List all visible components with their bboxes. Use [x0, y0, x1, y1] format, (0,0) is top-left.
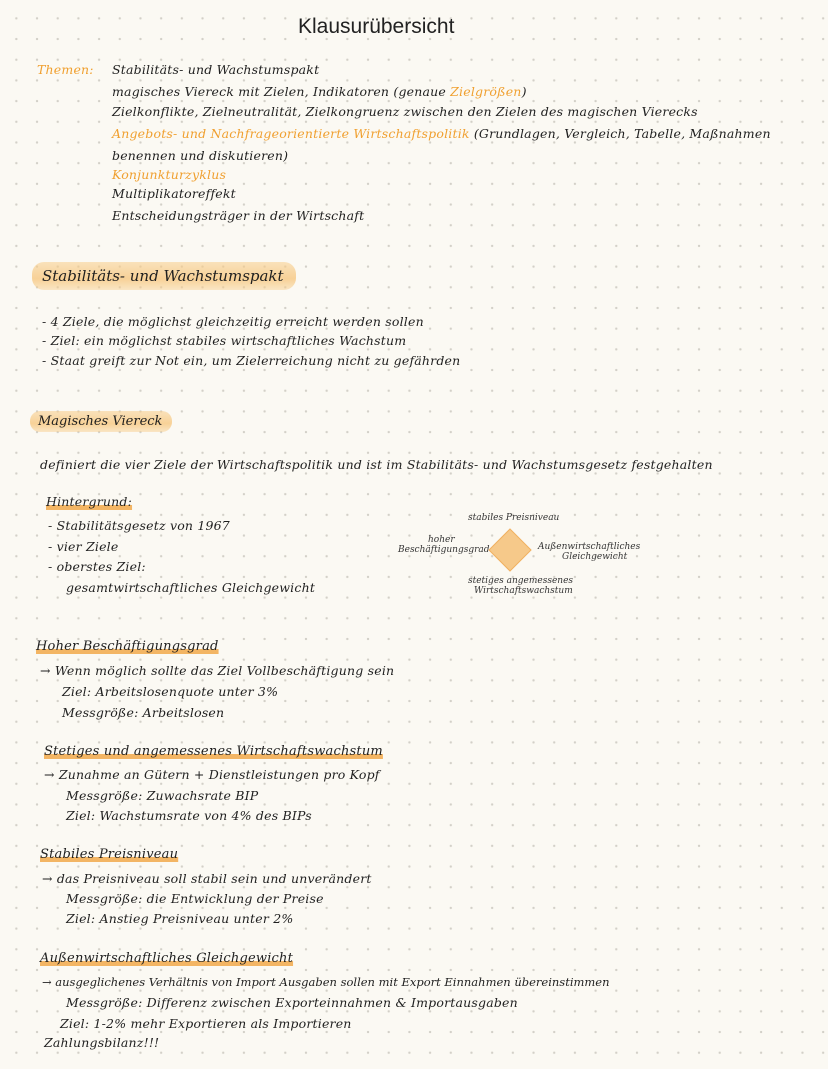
section-line: Zahlungsbilanz!!! [44, 1035, 160, 1050]
page-title: Klausurübersicht [298, 15, 455, 38]
section-line: Messgröße: Arbeitslosen [62, 705, 225, 720]
swp-bullet: - Staat greift zur Not ein, um Zielerreichung nicht zu gefährden [42, 353, 461, 368]
hintergrund-line: - Stabilitätsgesetz von 1967 [48, 518, 230, 533]
themen-label: Themen: [37, 62, 94, 77]
diagram-label-left-2: Beschäftigungsgrad [398, 545, 490, 555]
section-line: Ziel: Anstieg Preisniveau unter 2% [66, 911, 294, 926]
hintergrund-line: - oberstes Ziel: [48, 559, 146, 574]
section-line: Messgröße: die Entwicklung der Preise [66, 891, 324, 906]
section-heading: Hoher Beschäftigungsgrad [36, 639, 219, 654]
swp-bullet: - 4 Ziele, die möglichst gleichzeitig erreicht werden sollen [42, 314, 424, 329]
section-line: → Zunahme an Gütern + Dienstleistungen pro Kopf [44, 767, 380, 782]
section-line: → ausgeglichenes Verhältnis von Import Ausgaben sollen mit Export Einnahmen übereinstimmen [42, 975, 610, 989]
section-heading: Stetiges und angemessenes Wirtschaftswachstum [44, 744, 383, 759]
themen-item: Multiplikatoreffekt [112, 186, 236, 201]
mv-definition: definiert die vier Ziele der Wirtschaftspolitik und ist im Stabilitäts- und Wachstumsgesetz festgehalten [40, 457, 713, 472]
themen-item: Entscheidungsträger in der Wirtschaft [112, 208, 365, 223]
diagram-label-left-1: hoher [428, 535, 455, 545]
magisches-viereck-diagram [390, 510, 650, 605]
diagram-label-right-1: Außenwirtschaftliches [538, 542, 641, 552]
hintergrund-line: gesamtwirtschaftliches Gleichgewicht [66, 580, 316, 595]
section-heading-magisches-viereck: Magisches Viereck [30, 411, 172, 432]
themen-item: Zielkonflikte, Zielneutralität, Zielkongruenz zwischen den Zielen des magischen Vierecks [112, 104, 698, 119]
diagram-label-top: stabiles Preisniveau [468, 513, 560, 523]
section-line: Ziel: Arbeitslosenquote unter 3% [62, 684, 279, 699]
section-line: Ziel: 1-2% mehr Exportieren als Importieren [60, 1016, 352, 1031]
section-heading-swp: Stabilitäts- und Wachstumspakt [32, 262, 296, 290]
section-line: → das Preisniveau soll stabil sein und unverändert [42, 871, 372, 886]
themen-item: magisches Viereck mit Zielen, Indikatoren (genaue Zielgrößen) [112, 84, 527, 99]
section-heading: Stabiles Preisniveau [40, 847, 179, 862]
hintergrund-line: - vier Ziele [48, 539, 119, 554]
diagram-label-right-2: Gleichgewicht [562, 552, 628, 562]
diamond-shape [487, 527, 533, 573]
themen-item: benennen und diskutieren) [112, 148, 289, 163]
diagram-label-bottom-2: Wirtschaftswachstum [474, 586, 573, 596]
section-line: → Wenn möglich sollte das Ziel Vollbeschäftigung sein [40, 663, 395, 678]
section-line: Ziel: Wachstumsrate von 4% des BIPs [66, 808, 312, 823]
section-line: Messgröße: Zuwachsrate BIP [66, 788, 259, 803]
section-heading: Außenwirtschaftliches Gleichgewicht [40, 951, 294, 966]
diagram-label-bottom-1: stetiges angemessenes [468, 576, 574, 586]
hintergrund-heading: Hintergrund: [46, 494, 133, 509]
themen-item: Stabilitäts- und Wachstumspakt [112, 62, 320, 77]
section-line: Messgröße: Differenz zwischen Exporteinnahmen & Importausgaben [66, 995, 518, 1010]
swp-bullet: - Ziel: ein möglichst stabiles wirtschaftliches Wachstum [42, 333, 407, 348]
themen-item: Konjunkturzyklus [112, 167, 227, 182]
themen-item: Angebots- und Nachfrageorientierte Wirtschaftspolitik (Grundlagen, Vergleich, Tabelle, Maßnahmen [112, 126, 771, 141]
